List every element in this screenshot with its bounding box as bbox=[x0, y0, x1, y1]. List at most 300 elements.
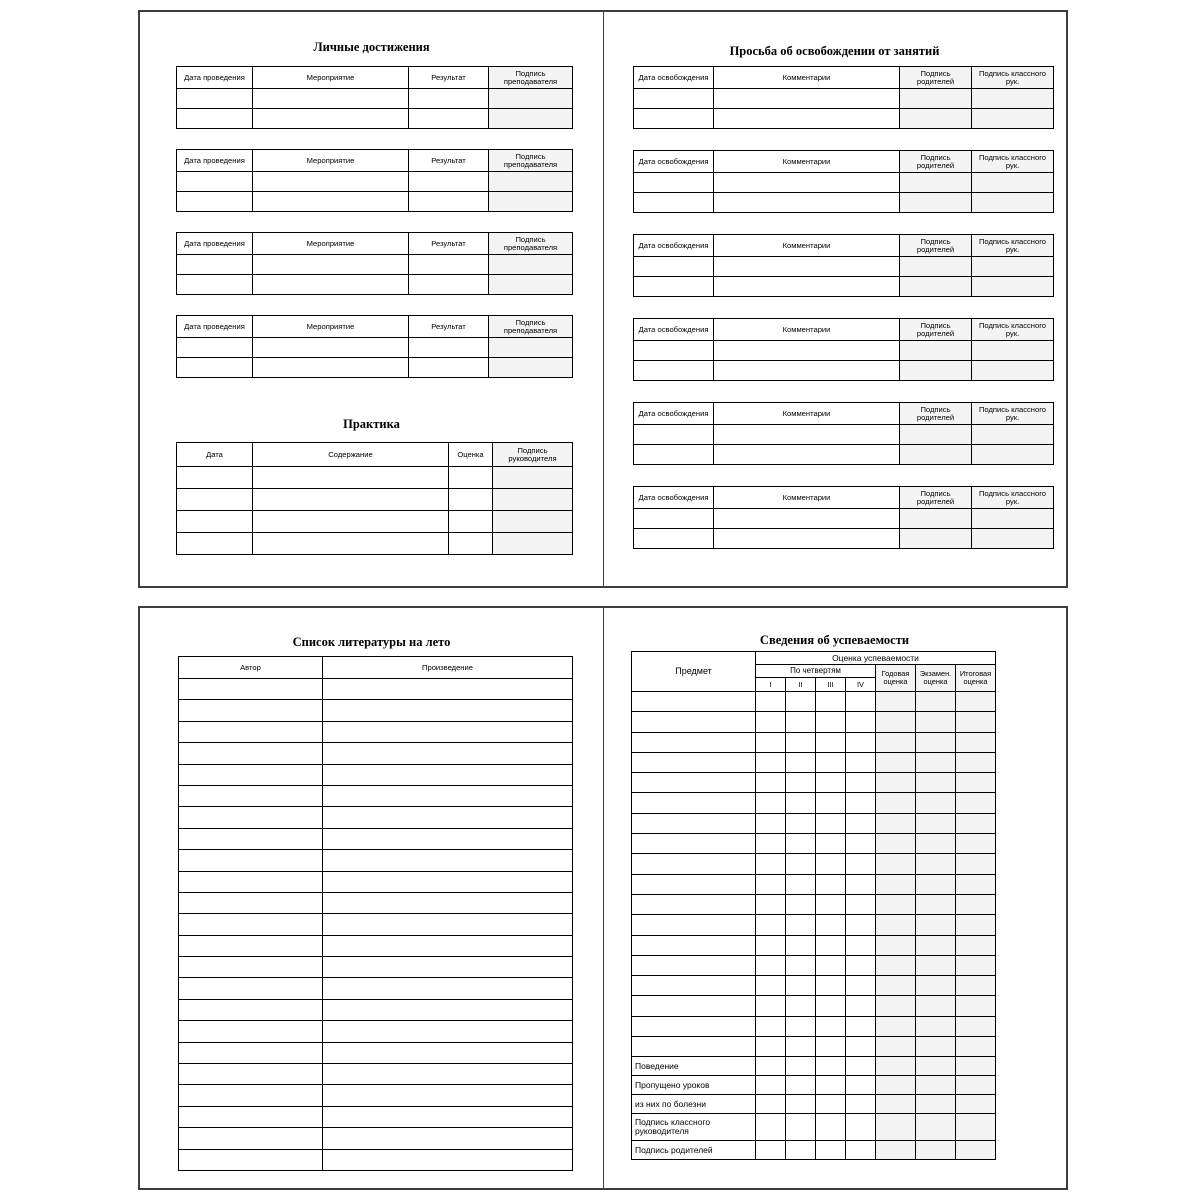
table-cell[interactable] bbox=[846, 854, 876, 874]
table-row[interactable] bbox=[177, 172, 573, 192]
table-row[interactable] bbox=[179, 1042, 573, 1063]
table-cell[interactable] bbox=[846, 894, 876, 914]
table-cell[interactable] bbox=[900, 445, 972, 465]
table-cell[interactable] bbox=[756, 732, 786, 752]
table-cell[interactable] bbox=[714, 509, 900, 529]
table-cell[interactable] bbox=[756, 976, 786, 996]
table-cell[interactable] bbox=[756, 1016, 786, 1036]
table-cell[interactable] bbox=[916, 1016, 956, 1036]
table-cell[interactable] bbox=[714, 109, 900, 129]
table-cell[interactable] bbox=[179, 914, 323, 935]
table-cell[interactable] bbox=[714, 529, 900, 549]
table-cell[interactable] bbox=[493, 489, 573, 511]
table-cell[interactable] bbox=[846, 834, 876, 854]
table-cell[interactable] bbox=[409, 275, 489, 295]
table-cell[interactable] bbox=[756, 894, 786, 914]
table-cell[interactable] bbox=[323, 850, 573, 871]
table-cell[interactable] bbox=[634, 257, 714, 277]
table-cell[interactable] bbox=[846, 793, 876, 813]
table-cell[interactable] bbox=[900, 341, 972, 361]
table-cell[interactable] bbox=[756, 834, 786, 854]
table-row[interactable] bbox=[177, 489, 573, 511]
table-cell[interactable] bbox=[493, 511, 573, 533]
table-cell[interactable] bbox=[846, 1114, 876, 1141]
table-row[interactable] bbox=[179, 828, 573, 849]
table-row[interactable] bbox=[632, 732, 996, 752]
table-cell[interactable] bbox=[786, 752, 816, 772]
table-cell[interactable] bbox=[714, 173, 900, 193]
table-cell[interactable] bbox=[323, 807, 573, 828]
table-cell[interactable] bbox=[916, 1057, 956, 1076]
table-row[interactable] bbox=[177, 255, 573, 275]
table-cell[interactable] bbox=[786, 1076, 816, 1095]
table-row[interactable] bbox=[634, 173, 1054, 193]
table-cell[interactable] bbox=[634, 361, 714, 381]
table-cell[interactable] bbox=[846, 813, 876, 833]
table-row[interactable] bbox=[632, 813, 996, 833]
table-row[interactable] bbox=[179, 999, 573, 1020]
table-cell[interactable] bbox=[916, 874, 956, 894]
table-cell[interactable] bbox=[876, 793, 916, 813]
table-cell[interactable] bbox=[179, 721, 323, 742]
table-cell[interactable] bbox=[786, 1016, 816, 1036]
table-cell[interactable] bbox=[756, 773, 786, 793]
table-cell[interactable] bbox=[179, 957, 323, 978]
table-cell[interactable] bbox=[756, 1057, 786, 1076]
table-cell[interactable] bbox=[816, 1114, 846, 1141]
table-cell[interactable] bbox=[876, 854, 916, 874]
table-cell[interactable] bbox=[179, 1085, 323, 1106]
table-cell[interactable] bbox=[956, 915, 996, 935]
table-cell[interactable] bbox=[489, 275, 573, 295]
table-cell[interactable] bbox=[816, 874, 846, 894]
table-cell[interactable] bbox=[714, 361, 900, 381]
table-cell[interactable] bbox=[177, 467, 253, 489]
table-cell[interactable] bbox=[916, 955, 956, 975]
table-cell[interactable] bbox=[179, 1021, 323, 1042]
table-cell[interactable] bbox=[876, 752, 916, 772]
table-row[interactable] bbox=[179, 978, 573, 999]
table-cell[interactable] bbox=[816, 1057, 846, 1076]
table-row[interactable] bbox=[179, 700, 573, 721]
table-cell[interactable] bbox=[323, 871, 573, 892]
table-cell[interactable] bbox=[253, 511, 449, 533]
table-row[interactable] bbox=[179, 871, 573, 892]
table-cell[interactable] bbox=[409, 338, 489, 358]
table-row[interactable] bbox=[632, 996, 996, 1016]
table-cell[interactable] bbox=[177, 255, 253, 275]
table-cell[interactable] bbox=[876, 732, 916, 752]
table-cell[interactable] bbox=[756, 854, 786, 874]
table-cell[interactable] bbox=[756, 692, 786, 712]
table-cell[interactable] bbox=[956, 732, 996, 752]
table-cell[interactable] bbox=[489, 109, 573, 129]
table-cell[interactable] bbox=[714, 89, 900, 109]
table-cell[interactable] bbox=[876, 1016, 916, 1036]
table-cell[interactable] bbox=[956, 996, 996, 1016]
table-row[interactable] bbox=[634, 193, 1054, 213]
table-cell[interactable] bbox=[786, 1037, 816, 1057]
table-cell[interactable] bbox=[916, 915, 956, 935]
table-cell[interactable] bbox=[786, 1095, 816, 1114]
table-cell[interactable] bbox=[816, 976, 846, 996]
table-cell[interactable] bbox=[756, 915, 786, 935]
table-cell[interactable] bbox=[916, 712, 956, 732]
table-row[interactable] bbox=[634, 445, 1054, 465]
table-cell[interactable] bbox=[786, 813, 816, 833]
table-cell[interactable] bbox=[756, 935, 786, 955]
table-row[interactable] bbox=[632, 854, 996, 874]
table-cell[interactable] bbox=[956, 874, 996, 894]
table-cell[interactable] bbox=[323, 999, 573, 1020]
table-cell[interactable] bbox=[253, 489, 449, 511]
table-cell[interactable] bbox=[846, 732, 876, 752]
table-cell[interactable] bbox=[179, 999, 323, 1020]
table-cell[interactable] bbox=[916, 996, 956, 1016]
table-cell[interactable] bbox=[409, 109, 489, 129]
table-row[interactable] bbox=[179, 764, 573, 785]
table-cell[interactable] bbox=[323, 957, 573, 978]
table-cell[interactable] bbox=[876, 955, 916, 975]
table-cell[interactable] bbox=[323, 935, 573, 956]
table-cell[interactable] bbox=[916, 732, 956, 752]
table-cell[interactable] bbox=[323, 914, 573, 935]
table-cell[interactable] bbox=[323, 764, 573, 785]
table-cell[interactable] bbox=[876, 1114, 916, 1141]
table-cell[interactable] bbox=[916, 773, 956, 793]
table-cell[interactable] bbox=[786, 1141, 816, 1160]
table-cell[interactable] bbox=[323, 892, 573, 913]
table-cell[interactable] bbox=[816, 1095, 846, 1114]
table-cell[interactable] bbox=[756, 1095, 786, 1114]
table-cell[interactable] bbox=[632, 915, 756, 935]
table-cell[interactable] bbox=[409, 192, 489, 212]
table-cell[interactable] bbox=[816, 894, 846, 914]
table-cell[interactable] bbox=[972, 193, 1054, 213]
table-cell[interactable] bbox=[786, 955, 816, 975]
table-cell[interactable] bbox=[846, 1141, 876, 1160]
table-row[interactable] bbox=[634, 89, 1054, 109]
table-row-footer[interactable] bbox=[632, 1076, 996, 1095]
table-cell[interactable] bbox=[179, 807, 323, 828]
table-row[interactable] bbox=[632, 1037, 996, 1057]
table-cell[interactable] bbox=[632, 1016, 756, 1036]
table-cell[interactable] bbox=[816, 773, 846, 793]
table-cell[interactable] bbox=[179, 1128, 323, 1149]
table-cell[interactable] bbox=[756, 996, 786, 1016]
table-row-footer[interactable] bbox=[632, 1141, 996, 1160]
table-cell[interactable] bbox=[632, 834, 756, 854]
table-cell[interactable] bbox=[714, 445, 900, 465]
table-cell[interactable] bbox=[816, 834, 846, 854]
table-cell[interactable] bbox=[816, 915, 846, 935]
table-cell[interactable] bbox=[876, 976, 916, 996]
table-cell[interactable] bbox=[323, 978, 573, 999]
table-cell[interactable] bbox=[253, 255, 409, 275]
table-cell[interactable] bbox=[786, 834, 816, 854]
table-cell[interactable] bbox=[756, 1114, 786, 1141]
table-row[interactable] bbox=[179, 1064, 573, 1085]
table-row[interactable] bbox=[632, 834, 996, 854]
table-row[interactable] bbox=[634, 425, 1054, 445]
table-cell[interactable] bbox=[634, 193, 714, 213]
table-cell[interactable] bbox=[956, 894, 996, 914]
table-cell[interactable] bbox=[714, 193, 900, 213]
table-row[interactable] bbox=[634, 341, 1054, 361]
table-cell[interactable] bbox=[956, 1016, 996, 1036]
table-row[interactable] bbox=[177, 109, 573, 129]
table-cell[interactable] bbox=[756, 793, 786, 813]
table-cell[interactable] bbox=[916, 1076, 956, 1095]
table-cell[interactable] bbox=[816, 793, 846, 813]
table-cell[interactable] bbox=[786, 915, 816, 935]
table-row[interactable] bbox=[632, 793, 996, 813]
table-cell[interactable] bbox=[179, 892, 323, 913]
table-cell[interactable] bbox=[632, 752, 756, 772]
table-cell[interactable] bbox=[916, 834, 956, 854]
table-cell[interactable] bbox=[756, 752, 786, 772]
table-cell[interactable] bbox=[956, 1095, 996, 1114]
table-cell[interactable] bbox=[634, 109, 714, 129]
table-cell[interactable] bbox=[179, 935, 323, 956]
table-cell[interactable] bbox=[786, 793, 816, 813]
table-row[interactable] bbox=[632, 692, 996, 712]
table-cell[interactable] bbox=[323, 1128, 573, 1149]
table-row[interactable] bbox=[634, 509, 1054, 529]
table-cell[interactable] bbox=[972, 341, 1054, 361]
table-cell[interactable] bbox=[756, 813, 786, 833]
table-cell[interactable] bbox=[323, 785, 573, 806]
table-cell[interactable] bbox=[253, 172, 409, 192]
table-row[interactable] bbox=[177, 358, 573, 378]
table-cell[interactable] bbox=[972, 509, 1054, 529]
table-cell[interactable] bbox=[846, 874, 876, 894]
table-cell[interactable] bbox=[900, 361, 972, 381]
table-cell[interactable] bbox=[876, 1141, 916, 1160]
table-cell[interactable] bbox=[846, 1037, 876, 1057]
table-row[interactable] bbox=[179, 807, 573, 828]
table-cell[interactable] bbox=[756, 874, 786, 894]
table-row[interactable] bbox=[179, 785, 573, 806]
table-cell[interactable] bbox=[632, 732, 756, 752]
table-row[interactable] bbox=[632, 874, 996, 894]
table-cell[interactable] bbox=[409, 172, 489, 192]
table-cell[interactable] bbox=[956, 793, 996, 813]
table-row[interactable] bbox=[634, 361, 1054, 381]
table-cell[interactable] bbox=[714, 425, 900, 445]
table-cell[interactable] bbox=[956, 692, 996, 712]
table-row[interactable] bbox=[632, 955, 996, 975]
table-cell[interactable] bbox=[956, 854, 996, 874]
table-cell[interactable] bbox=[972, 89, 1054, 109]
table-cell[interactable] bbox=[409, 89, 489, 109]
table-cell[interactable] bbox=[816, 692, 846, 712]
table-cell[interactable] bbox=[876, 874, 916, 894]
table-cell[interactable] bbox=[876, 996, 916, 1016]
table-cell[interactable] bbox=[449, 511, 493, 533]
table-cell[interactable] bbox=[714, 257, 900, 277]
table-cell[interactable] bbox=[253, 109, 409, 129]
table-cell[interactable] bbox=[876, 813, 916, 833]
table-cell[interactable] bbox=[253, 533, 449, 555]
table-cell[interactable] bbox=[632, 976, 756, 996]
table-cell[interactable] bbox=[972, 173, 1054, 193]
table-cell[interactable] bbox=[253, 275, 409, 295]
table-cell[interactable] bbox=[634, 529, 714, 549]
table-row[interactable] bbox=[632, 915, 996, 935]
table-cell[interactable] bbox=[816, 955, 846, 975]
table-cell[interactable] bbox=[714, 341, 900, 361]
table-cell[interactable] bbox=[632, 894, 756, 914]
table-cell[interactable] bbox=[846, 955, 876, 975]
table-cell[interactable] bbox=[956, 976, 996, 996]
table-cell[interactable] bbox=[916, 692, 956, 712]
table-cell[interactable] bbox=[409, 358, 489, 378]
table-cell[interactable] bbox=[756, 1141, 786, 1160]
table-cell[interactable] bbox=[323, 1106, 573, 1127]
table-cell[interactable] bbox=[846, 692, 876, 712]
table-cell[interactable] bbox=[972, 445, 1054, 465]
table-cell[interactable] bbox=[956, 935, 996, 955]
table-cell[interactable] bbox=[756, 1037, 786, 1057]
table-cell[interactable] bbox=[489, 89, 573, 109]
table-cell[interactable] bbox=[489, 338, 573, 358]
table-cell[interactable] bbox=[323, 1042, 573, 1063]
table-row[interactable] bbox=[179, 935, 573, 956]
table-row[interactable] bbox=[634, 257, 1054, 277]
table-cell[interactable] bbox=[846, 915, 876, 935]
table-row[interactable] bbox=[179, 721, 573, 742]
table-row[interactable] bbox=[179, 1128, 573, 1149]
table-cell[interactable] bbox=[846, 935, 876, 955]
table-cell[interactable] bbox=[816, 813, 846, 833]
table-cell[interactable] bbox=[449, 533, 493, 555]
table-cell[interactable] bbox=[916, 854, 956, 874]
table-row[interactable] bbox=[179, 1106, 573, 1127]
table-cell[interactable] bbox=[916, 813, 956, 833]
table-cell[interactable] bbox=[916, 935, 956, 955]
table-cell[interactable] bbox=[634, 341, 714, 361]
table-cell[interactable] bbox=[816, 935, 846, 955]
table-cell[interactable] bbox=[972, 425, 1054, 445]
table-cell[interactable] bbox=[632, 1037, 756, 1057]
table-cell[interactable] bbox=[756, 712, 786, 732]
table-cell[interactable] bbox=[786, 732, 816, 752]
table-cell[interactable] bbox=[323, 1085, 573, 1106]
table-cell[interactable] bbox=[900, 529, 972, 549]
table-cell[interactable] bbox=[179, 871, 323, 892]
table-cell[interactable] bbox=[449, 467, 493, 489]
table-cell[interactable] bbox=[786, 996, 816, 1016]
table-cell[interactable] bbox=[177, 533, 253, 555]
table-cell[interactable] bbox=[179, 978, 323, 999]
table-cell[interactable] bbox=[177, 275, 253, 295]
table-cell[interactable] bbox=[786, 712, 816, 732]
table-cell[interactable] bbox=[177, 109, 253, 129]
table-cell[interactable] bbox=[956, 1057, 996, 1076]
table-row[interactable] bbox=[179, 743, 573, 764]
table-cell[interactable] bbox=[786, 773, 816, 793]
table-cell[interactable] bbox=[816, 752, 846, 772]
table-cell[interactable] bbox=[900, 193, 972, 213]
table-row-footer[interactable] bbox=[632, 1095, 996, 1114]
table-cell[interactable] bbox=[323, 1021, 573, 1042]
table-row[interactable] bbox=[177, 338, 573, 358]
table-cell[interactable] bbox=[634, 173, 714, 193]
table-cell[interactable] bbox=[632, 793, 756, 813]
table-cell[interactable] bbox=[634, 445, 714, 465]
table-row[interactable] bbox=[632, 752, 996, 772]
table-cell[interactable] bbox=[876, 834, 916, 854]
table-cell[interactable] bbox=[634, 425, 714, 445]
table-row[interactable] bbox=[177, 89, 573, 109]
table-cell[interactable] bbox=[876, 773, 916, 793]
table-cell[interactable] bbox=[323, 1064, 573, 1085]
table-cell[interactable] bbox=[489, 255, 573, 275]
table-cell[interactable] bbox=[177, 172, 253, 192]
table-cell[interactable] bbox=[816, 1016, 846, 1036]
table-cell[interactable] bbox=[253, 467, 449, 489]
table-cell[interactable] bbox=[916, 1141, 956, 1160]
table-cell[interactable] bbox=[756, 1076, 786, 1095]
table-cell[interactable] bbox=[846, 996, 876, 1016]
table-row[interactable] bbox=[177, 467, 573, 489]
table-row[interactable] bbox=[177, 275, 573, 295]
table-cell[interactable] bbox=[816, 1141, 846, 1160]
table-cell[interactable] bbox=[900, 173, 972, 193]
table-cell[interactable] bbox=[876, 1057, 916, 1076]
table-row-footer[interactable] bbox=[632, 1057, 996, 1076]
table-cell[interactable] bbox=[876, 1037, 916, 1057]
table-cell[interactable] bbox=[972, 109, 1054, 129]
table-cell[interactable] bbox=[916, 793, 956, 813]
table-cell[interactable] bbox=[323, 1149, 573, 1170]
table-cell[interactable] bbox=[972, 529, 1054, 549]
table-row[interactable] bbox=[634, 109, 1054, 129]
table-row[interactable] bbox=[632, 935, 996, 955]
table-cell[interactable] bbox=[323, 700, 573, 721]
table-cell[interactable] bbox=[632, 692, 756, 712]
table-row[interactable] bbox=[632, 976, 996, 996]
table-cell[interactable] bbox=[786, 854, 816, 874]
table-cell[interactable] bbox=[177, 338, 253, 358]
table-cell[interactable] bbox=[177, 89, 253, 109]
table-cell[interactable] bbox=[876, 712, 916, 732]
table-cell[interactable] bbox=[816, 854, 846, 874]
table-cell[interactable] bbox=[916, 976, 956, 996]
table-cell[interactable] bbox=[632, 773, 756, 793]
table-cell[interactable] bbox=[876, 894, 916, 914]
table-cell[interactable] bbox=[632, 854, 756, 874]
table-cell[interactable] bbox=[786, 1114, 816, 1141]
table-cell[interactable] bbox=[816, 1076, 846, 1095]
table-row[interactable] bbox=[177, 511, 573, 533]
table-cell[interactable] bbox=[179, 850, 323, 871]
table-cell[interactable] bbox=[846, 1016, 876, 1036]
table-cell[interactable] bbox=[956, 834, 996, 854]
table-cell[interactable] bbox=[449, 489, 493, 511]
table-cell[interactable] bbox=[876, 1095, 916, 1114]
table-cell[interactable] bbox=[916, 1095, 956, 1114]
table-cell[interactable] bbox=[972, 361, 1054, 381]
table-cell[interactable] bbox=[632, 996, 756, 1016]
table-row-footer[interactable] bbox=[632, 1114, 996, 1141]
table-cell[interactable] bbox=[632, 874, 756, 894]
table-cell[interactable] bbox=[900, 109, 972, 129]
table-cell[interactable] bbox=[786, 894, 816, 914]
table-cell[interactable] bbox=[634, 89, 714, 109]
table-row[interactable] bbox=[179, 1149, 573, 1170]
